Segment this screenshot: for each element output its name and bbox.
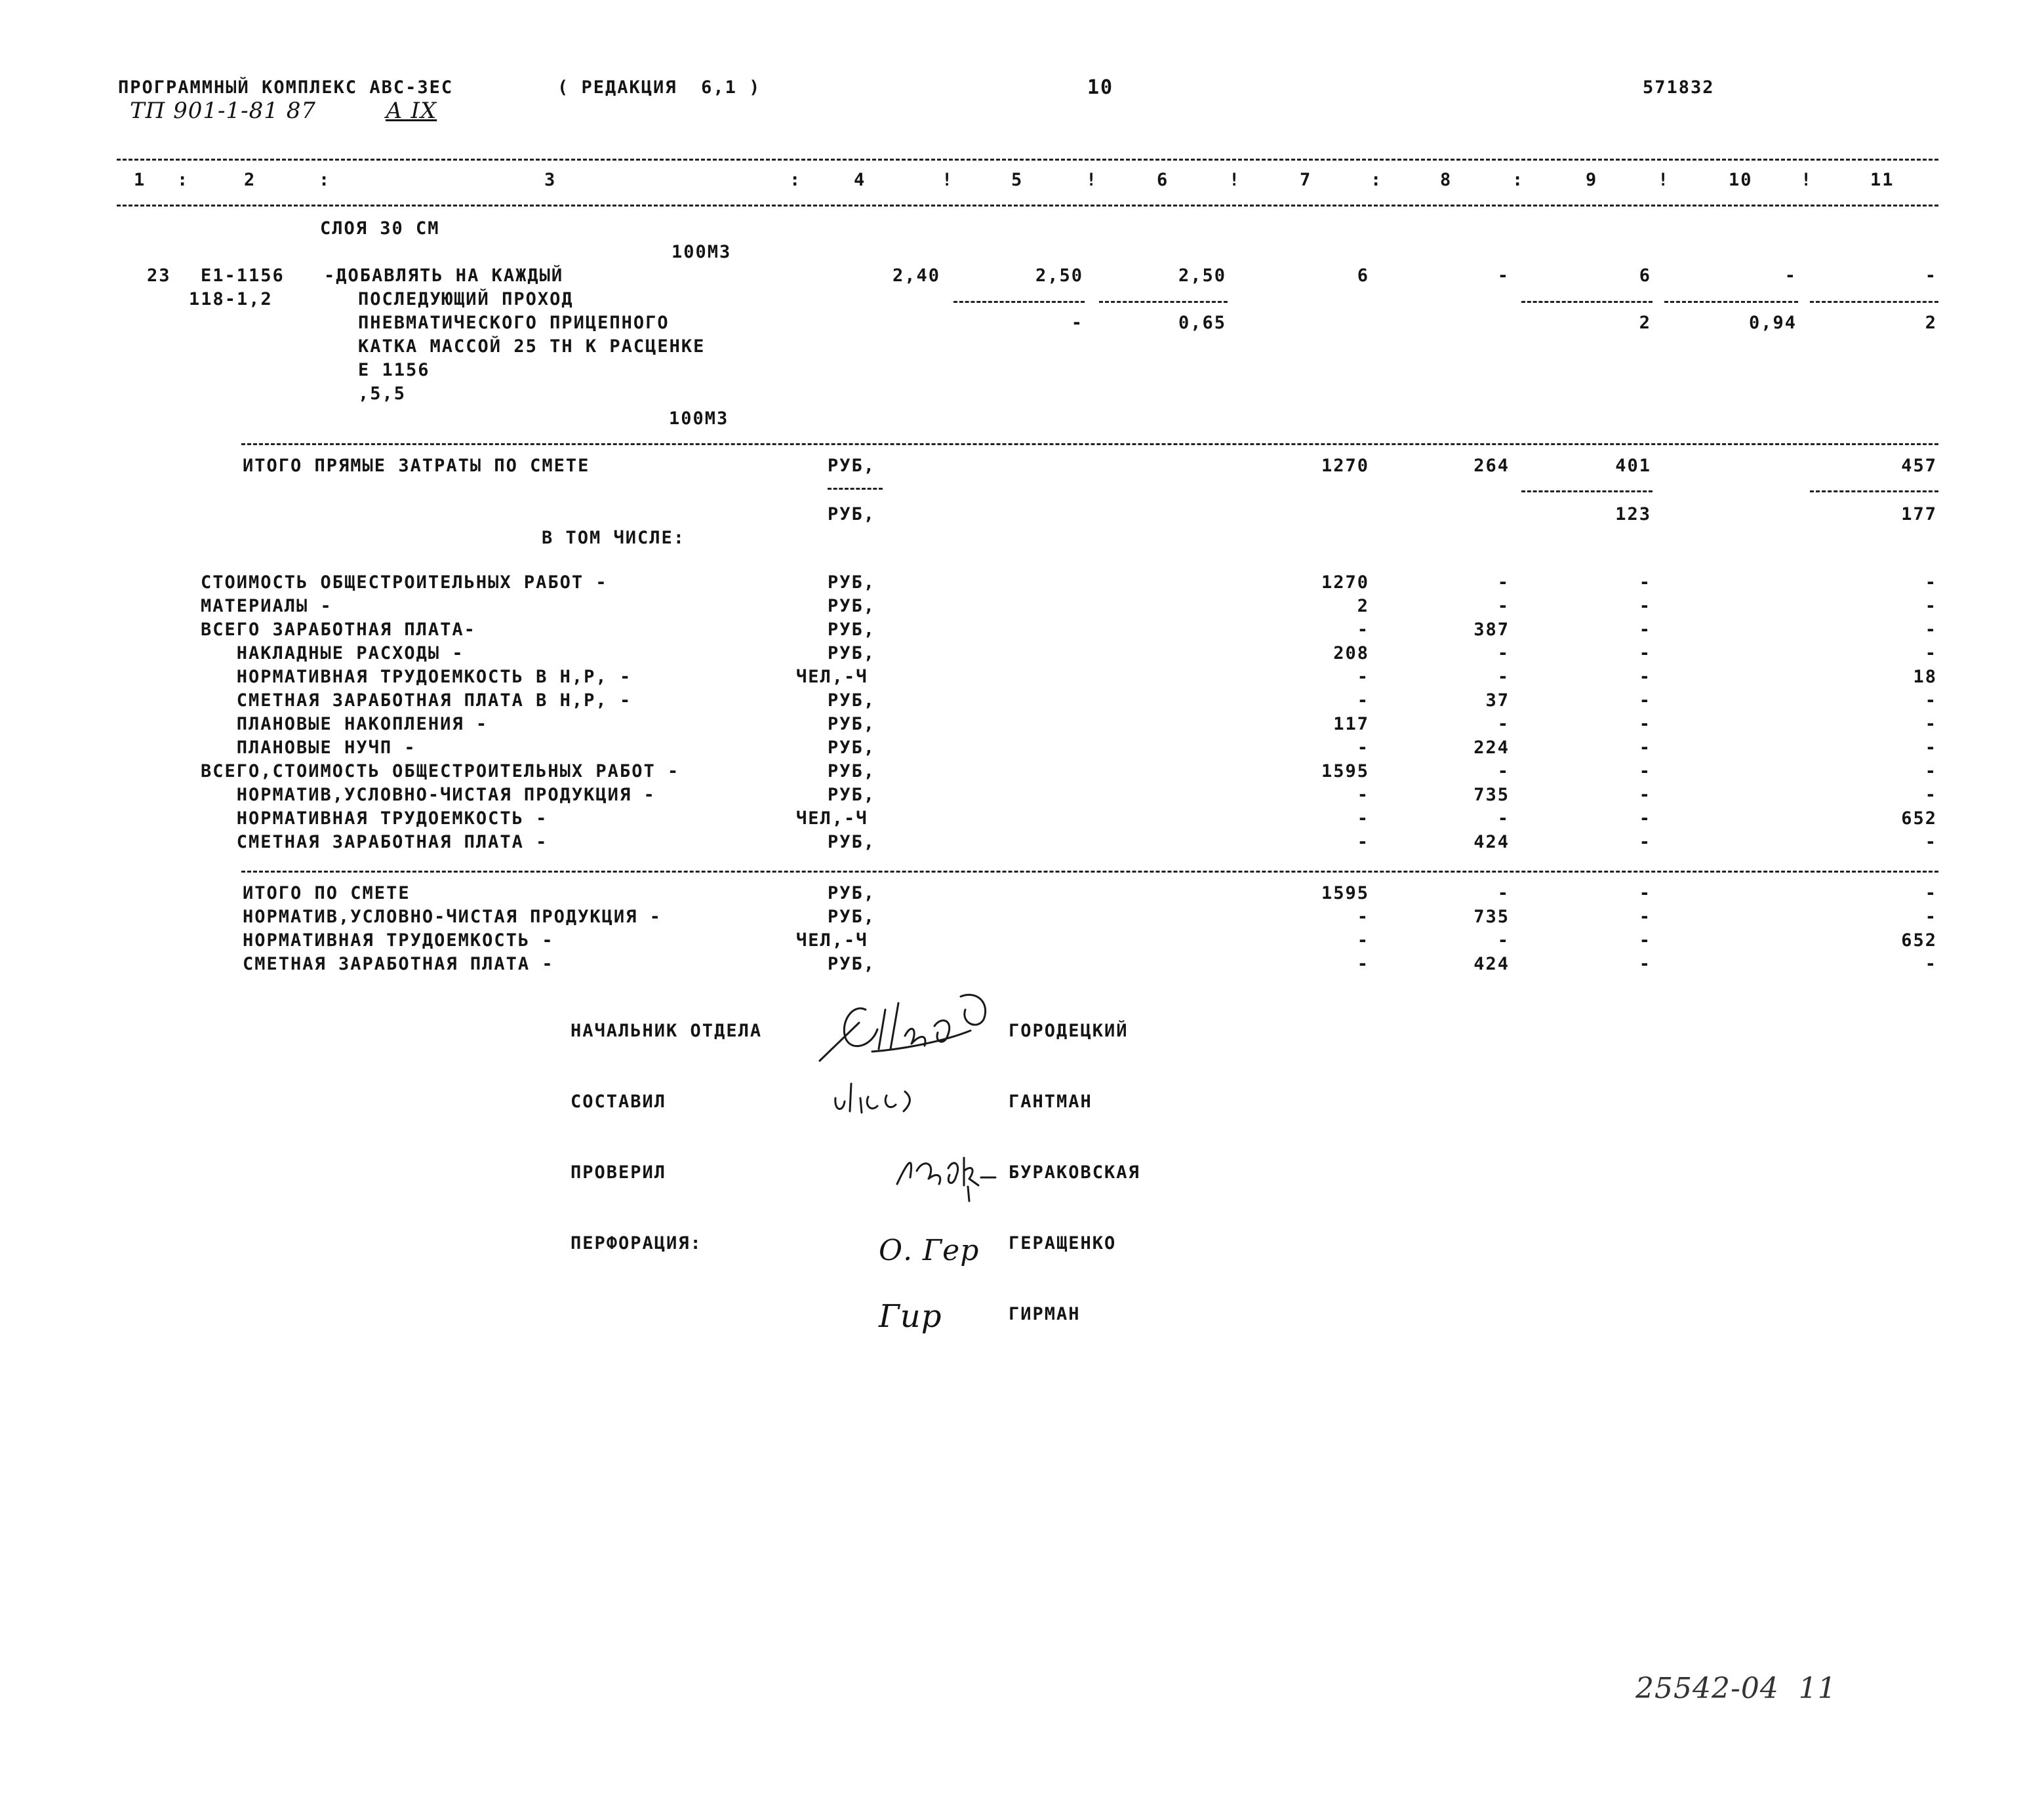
row-col8: 424 [1473, 954, 1510, 974]
row-col7: - [1357, 832, 1369, 852]
row-label: ПЛАНОВЫЕ НАКОПЛЕНИЯ - [201, 714, 489, 734]
col-head-10: 10 [1729, 170, 1753, 190]
row-unit: РУБ, [828, 785, 876, 805]
row-col7: - [1357, 620, 1369, 640]
row-col7: 1270 [1321, 572, 1369, 593]
signature-name: ГЕРАЩЕНКО [1009, 1233, 1117, 1254]
rule-under-header [117, 205, 1938, 207]
rule-fraction [1521, 301, 1653, 303]
signature-name: ГИРМАН [1009, 1304, 1081, 1324]
entry-col10-bottom: 0,94 [1748, 313, 1797, 333]
document-number: 571832 [1643, 77, 1715, 98]
signature-scribble [813, 983, 1016, 1069]
entry-code: Е1-1156 [201, 266, 285, 286]
signature-scribble [891, 1138, 1009, 1204]
entry-col11-bottom: 2 [1925, 313, 1937, 333]
row-col8: 424 [1473, 832, 1510, 852]
rule-fraction [1810, 490, 1938, 492]
entry-col11-top: - [1925, 266, 1937, 286]
rule-fraction [1099, 301, 1228, 303]
row-col8: - [1497, 808, 1510, 829]
row-col9: - [1639, 761, 1651, 781]
entry-col6-bottom: 0,65 [1178, 313, 1226, 333]
signature-scribble [828, 1072, 946, 1124]
entry-col10-top: - [1784, 266, 1797, 286]
row-label: ВСЕГО ЗАРАБОТНАЯ ПЛАТА- [201, 620, 476, 640]
entry-col4: 2,40 [892, 266, 940, 286]
row-col11: - [1925, 954, 1937, 974]
row-col9: - [1639, 714, 1651, 734]
signature-name: ГОРОДЕЦКИЙ [1009, 1021, 1129, 1041]
entry-col5-bottom: - [1071, 313, 1083, 333]
row-unit: ЧЕЛ,-Ч [796, 808, 868, 829]
row-unit: РУБ, [828, 883, 876, 903]
entry-subcode: 118-1,2 [189, 289, 273, 309]
entry-col5-top: 2,50 [1035, 266, 1083, 286]
row-col9: - [1639, 832, 1651, 852]
signature-name: ГАНТМАН [1009, 1092, 1092, 1112]
signature-name: БУРАКОВСКАЯ [1009, 1162, 1140, 1183]
entry-desc-line: ПНЕВМАТИЧЕСКОГО ПРИЦЕПНОГО [358, 313, 670, 333]
row-col7: - [1357, 930, 1369, 951]
row-col11: - [1925, 714, 1937, 734]
totals-direct-col11-bottom: 177 [1901, 504, 1937, 524]
entry-desc-line: ПОСЛЕДУЮЩИЙ ПРОХОД [358, 289, 574, 309]
row-label: СМЕТНАЯ ЗАРАБОТНАЯ ПЛАТА - [201, 832, 548, 852]
row-col9: - [1639, 643, 1651, 663]
row-col11: - [1925, 690, 1937, 711]
col-head-1: 1 [134, 170, 146, 190]
row-label: ИТОГО ПО СМЕТЕ [243, 883, 411, 903]
row-col9: - [1639, 907, 1651, 927]
totals-direct-col11-top: 457 [1901, 456, 1937, 476]
row-col9: - [1639, 620, 1651, 640]
row-col11: 652 [1901, 930, 1937, 951]
col-sep: ! [942, 170, 954, 190]
row-label: МАТЕРИАЛЫ - [201, 596, 332, 616]
signature-role: ПРОВЕРИЛ [571, 1162, 667, 1183]
row-col7: - [1357, 808, 1369, 829]
col-head-7: 7 [1300, 170, 1312, 190]
totals-direct-unit: РУБ, [828, 456, 876, 476]
row-col7: 2 [1357, 596, 1369, 616]
signature-scribble: О. Гер [879, 1234, 980, 1267]
row-col9: - [1639, 808, 1651, 829]
row-label: НОРМАТИВ,УСЛОВНО-ЧИСТАЯ ПРОДУКЦИЯ - [201, 785, 656, 805]
row-col7: - [1357, 738, 1369, 758]
rule-fraction [953, 301, 1085, 303]
row-label: НОРМАТИВ,УСЛОВНО-ЧИСТАЯ ПРОДУКЦИЯ - [243, 907, 662, 927]
row-unit: РУБ, [828, 761, 876, 781]
row-col9: - [1639, 883, 1651, 903]
row-col11: - [1925, 620, 1937, 640]
signature-scribble: Гир [879, 1298, 942, 1335]
col-head-5: 5 [1011, 170, 1024, 190]
row-col9: - [1639, 785, 1651, 805]
row-col9: - [1639, 596, 1651, 616]
row-unit: ЧЕЛ,-Ч [796, 930, 868, 951]
col-sep: ! [1229, 170, 1241, 190]
rule-top [117, 159, 1938, 161]
row-label: ВСЕГО,СТОИМОСТЬ ОБЩЕСТРОИТЕЛЬНЫХ РАБОТ - [201, 761, 680, 781]
col-sep: ! [1086, 170, 1098, 190]
row-col9: - [1639, 930, 1651, 951]
row-col11: - [1925, 907, 1937, 927]
row-unit: РУБ, [828, 738, 876, 758]
entry-number: 23 [147, 266, 171, 286]
row-col11: - [1925, 785, 1937, 805]
row-col7: 117 [1333, 714, 1369, 734]
row-label: СТОИМОСТЬ ОБЩЕСТРОИТЕЛЬНЫХ РАБОТ - [201, 572, 608, 593]
footer-note: 25542-04 11 [1635, 1672, 1837, 1705]
row-col8: 735 [1473, 785, 1510, 805]
program-title: ПРОГРАММНЫЙ КОМПЛЕКС АВС-3ЕС [118, 77, 454, 98]
entry-desc-line: Е 1156 [358, 360, 430, 380]
totals-direct-col9-bottom: 123 [1615, 504, 1651, 524]
in-total-heading: В ТОМ ЧИСЛЕ: [542, 528, 686, 548]
col-sep: ! [1801, 170, 1813, 190]
row-col11: - [1925, 596, 1937, 616]
col-sep: : [1512, 170, 1525, 190]
row-col7: - [1357, 954, 1369, 974]
project-code: ТП 901-1-81 87 [130, 98, 316, 124]
row-col8: - [1497, 930, 1510, 951]
row-label: НОРМАТИВНАЯ ТРУДОЕМКОСТЬ В Н,Р, - [201, 667, 632, 687]
col-head-8: 8 [1440, 170, 1453, 190]
entry-pre-line: СЛОЯ 30 СМ [320, 218, 440, 239]
row-col11: - [1925, 572, 1937, 593]
row-unit: РУБ, [828, 714, 876, 734]
row-col11: - [1925, 761, 1937, 781]
col-head-9: 9 [1586, 170, 1598, 190]
entry-col7: 6 [1357, 266, 1369, 286]
row-col8: - [1497, 714, 1510, 734]
album-code: А IX [386, 98, 437, 124]
rule-fraction [1664, 301, 1798, 303]
row-label: НОРМАТИВНАЯ ТРУДОЕМКОСТЬ - [243, 930, 554, 951]
entry-desc-line: ,5,5 [358, 384, 407, 404]
row-label: НАКЛАДНЫЕ РАСХОДЫ - [201, 643, 464, 663]
row-label: ПЛАНОВЫЕ НУЧП - [201, 738, 416, 758]
row-col7: - [1357, 667, 1369, 687]
entry-desc-line: -ДОБАВЛЯТЬ НА КАЖДЫЙ [324, 266, 564, 286]
edition-label: ( РЕДАКЦИЯ 6,1 ) [557, 77, 761, 98]
row-col8: - [1497, 572, 1510, 593]
row-label: СМЕТНАЯ ЗАРАБОТНАЯ ПЛАТА В Н,Р, - [201, 690, 632, 711]
row-col8: - [1497, 761, 1510, 781]
col-head-3: 3 [544, 170, 557, 190]
totals-direct-col7: 1270 [1321, 456, 1369, 476]
row-col8: - [1497, 667, 1510, 687]
entry-col8: - [1497, 266, 1510, 286]
signature-role: ПЕРФОРАЦИЯ: [571, 1233, 702, 1254]
row-unit: РУБ, [828, 907, 876, 927]
row-col11: - [1925, 883, 1937, 903]
rule-totals [241, 443, 1938, 445]
row-col9: - [1639, 572, 1651, 593]
col-sep: ! [1658, 170, 1670, 190]
row-unit: РУБ, [828, 620, 876, 640]
row-unit: ЧЕЛ,-Ч [796, 667, 868, 687]
rule-final [241, 871, 1938, 873]
row-col8: 735 [1473, 907, 1510, 927]
col-sep: : [1371, 170, 1383, 190]
row-unit: РУБ, [828, 832, 876, 852]
signature-role: СОСТАВИЛ [571, 1092, 667, 1112]
col-sep: : [177, 170, 190, 190]
row-col7: - [1357, 785, 1369, 805]
row-col7: 208 [1333, 643, 1369, 663]
row-col9: - [1639, 738, 1651, 758]
totals-direct-col8: 264 [1473, 456, 1510, 476]
row-col8: 387 [1473, 620, 1510, 640]
row-col7: - [1357, 907, 1369, 927]
entry-desc-line: КАТКА МАССОЙ 25 ТН К РАСЦЕНКЕ [358, 336, 706, 357]
row-col11: 652 [1901, 808, 1937, 829]
row-col8: 37 [1485, 690, 1510, 711]
col-head-11: 11 [1870, 170, 1894, 190]
row-col8: - [1497, 643, 1510, 663]
rule-fraction [1521, 490, 1653, 492]
row-col8: - [1497, 883, 1510, 903]
row-col9: - [1639, 690, 1651, 711]
row-col11: 18 [1913, 667, 1937, 687]
row-col11: - [1925, 738, 1937, 758]
row-label: СМЕТНАЯ ЗАРАБОТНАЯ ПЛАТА - [243, 954, 554, 974]
row-unit: РУБ, [828, 572, 876, 593]
row-label: НОРМАТИВНАЯ ТРУДОЕМКОСТЬ - [201, 808, 548, 829]
row-unit: РУБ, [828, 643, 876, 663]
row-col9: - [1639, 667, 1651, 687]
row-unit: РУБ, [828, 596, 876, 616]
entry-col9-bottom: 2 [1639, 313, 1651, 333]
col-sep: : [319, 170, 331, 190]
rule-fraction [828, 488, 883, 490]
col-head-4: 4 [854, 170, 866, 190]
rule-fraction [1810, 301, 1938, 303]
row-col9: - [1639, 954, 1651, 974]
col-sep: : [790, 170, 802, 190]
entry-pre-unit: 100М3 [671, 242, 732, 262]
row-unit: РУБ, [828, 690, 876, 711]
row-unit: РУБ, [828, 954, 876, 974]
signature-role: НАЧАЛЬНИК ОТДЕЛА [571, 1021, 763, 1041]
entry-col6-top: 2,50 [1178, 266, 1226, 286]
totals-direct-label: ИТОГО ПРЯМЫЕ ЗАТРАТЫ ПО СМЕТЕ [243, 456, 590, 476]
entry-col9-top: 6 [1639, 266, 1651, 286]
row-col7: 1595 [1321, 883, 1369, 903]
row-col7: - [1357, 690, 1369, 711]
row-col8: 224 [1473, 738, 1510, 758]
totals-direct-col9-top: 401 [1615, 456, 1651, 476]
row-col11: - [1925, 643, 1937, 663]
page-number: 10 [1087, 76, 1114, 99]
totals-direct-unit-2: РУБ, [828, 504, 876, 524]
row-col7: 1595 [1321, 761, 1369, 781]
col-head-6: 6 [1157, 170, 1169, 190]
row-col8: - [1497, 596, 1510, 616]
row-col11: - [1925, 832, 1937, 852]
col-head-2: 2 [244, 170, 256, 190]
entry-unit: 100М3 [669, 408, 729, 429]
